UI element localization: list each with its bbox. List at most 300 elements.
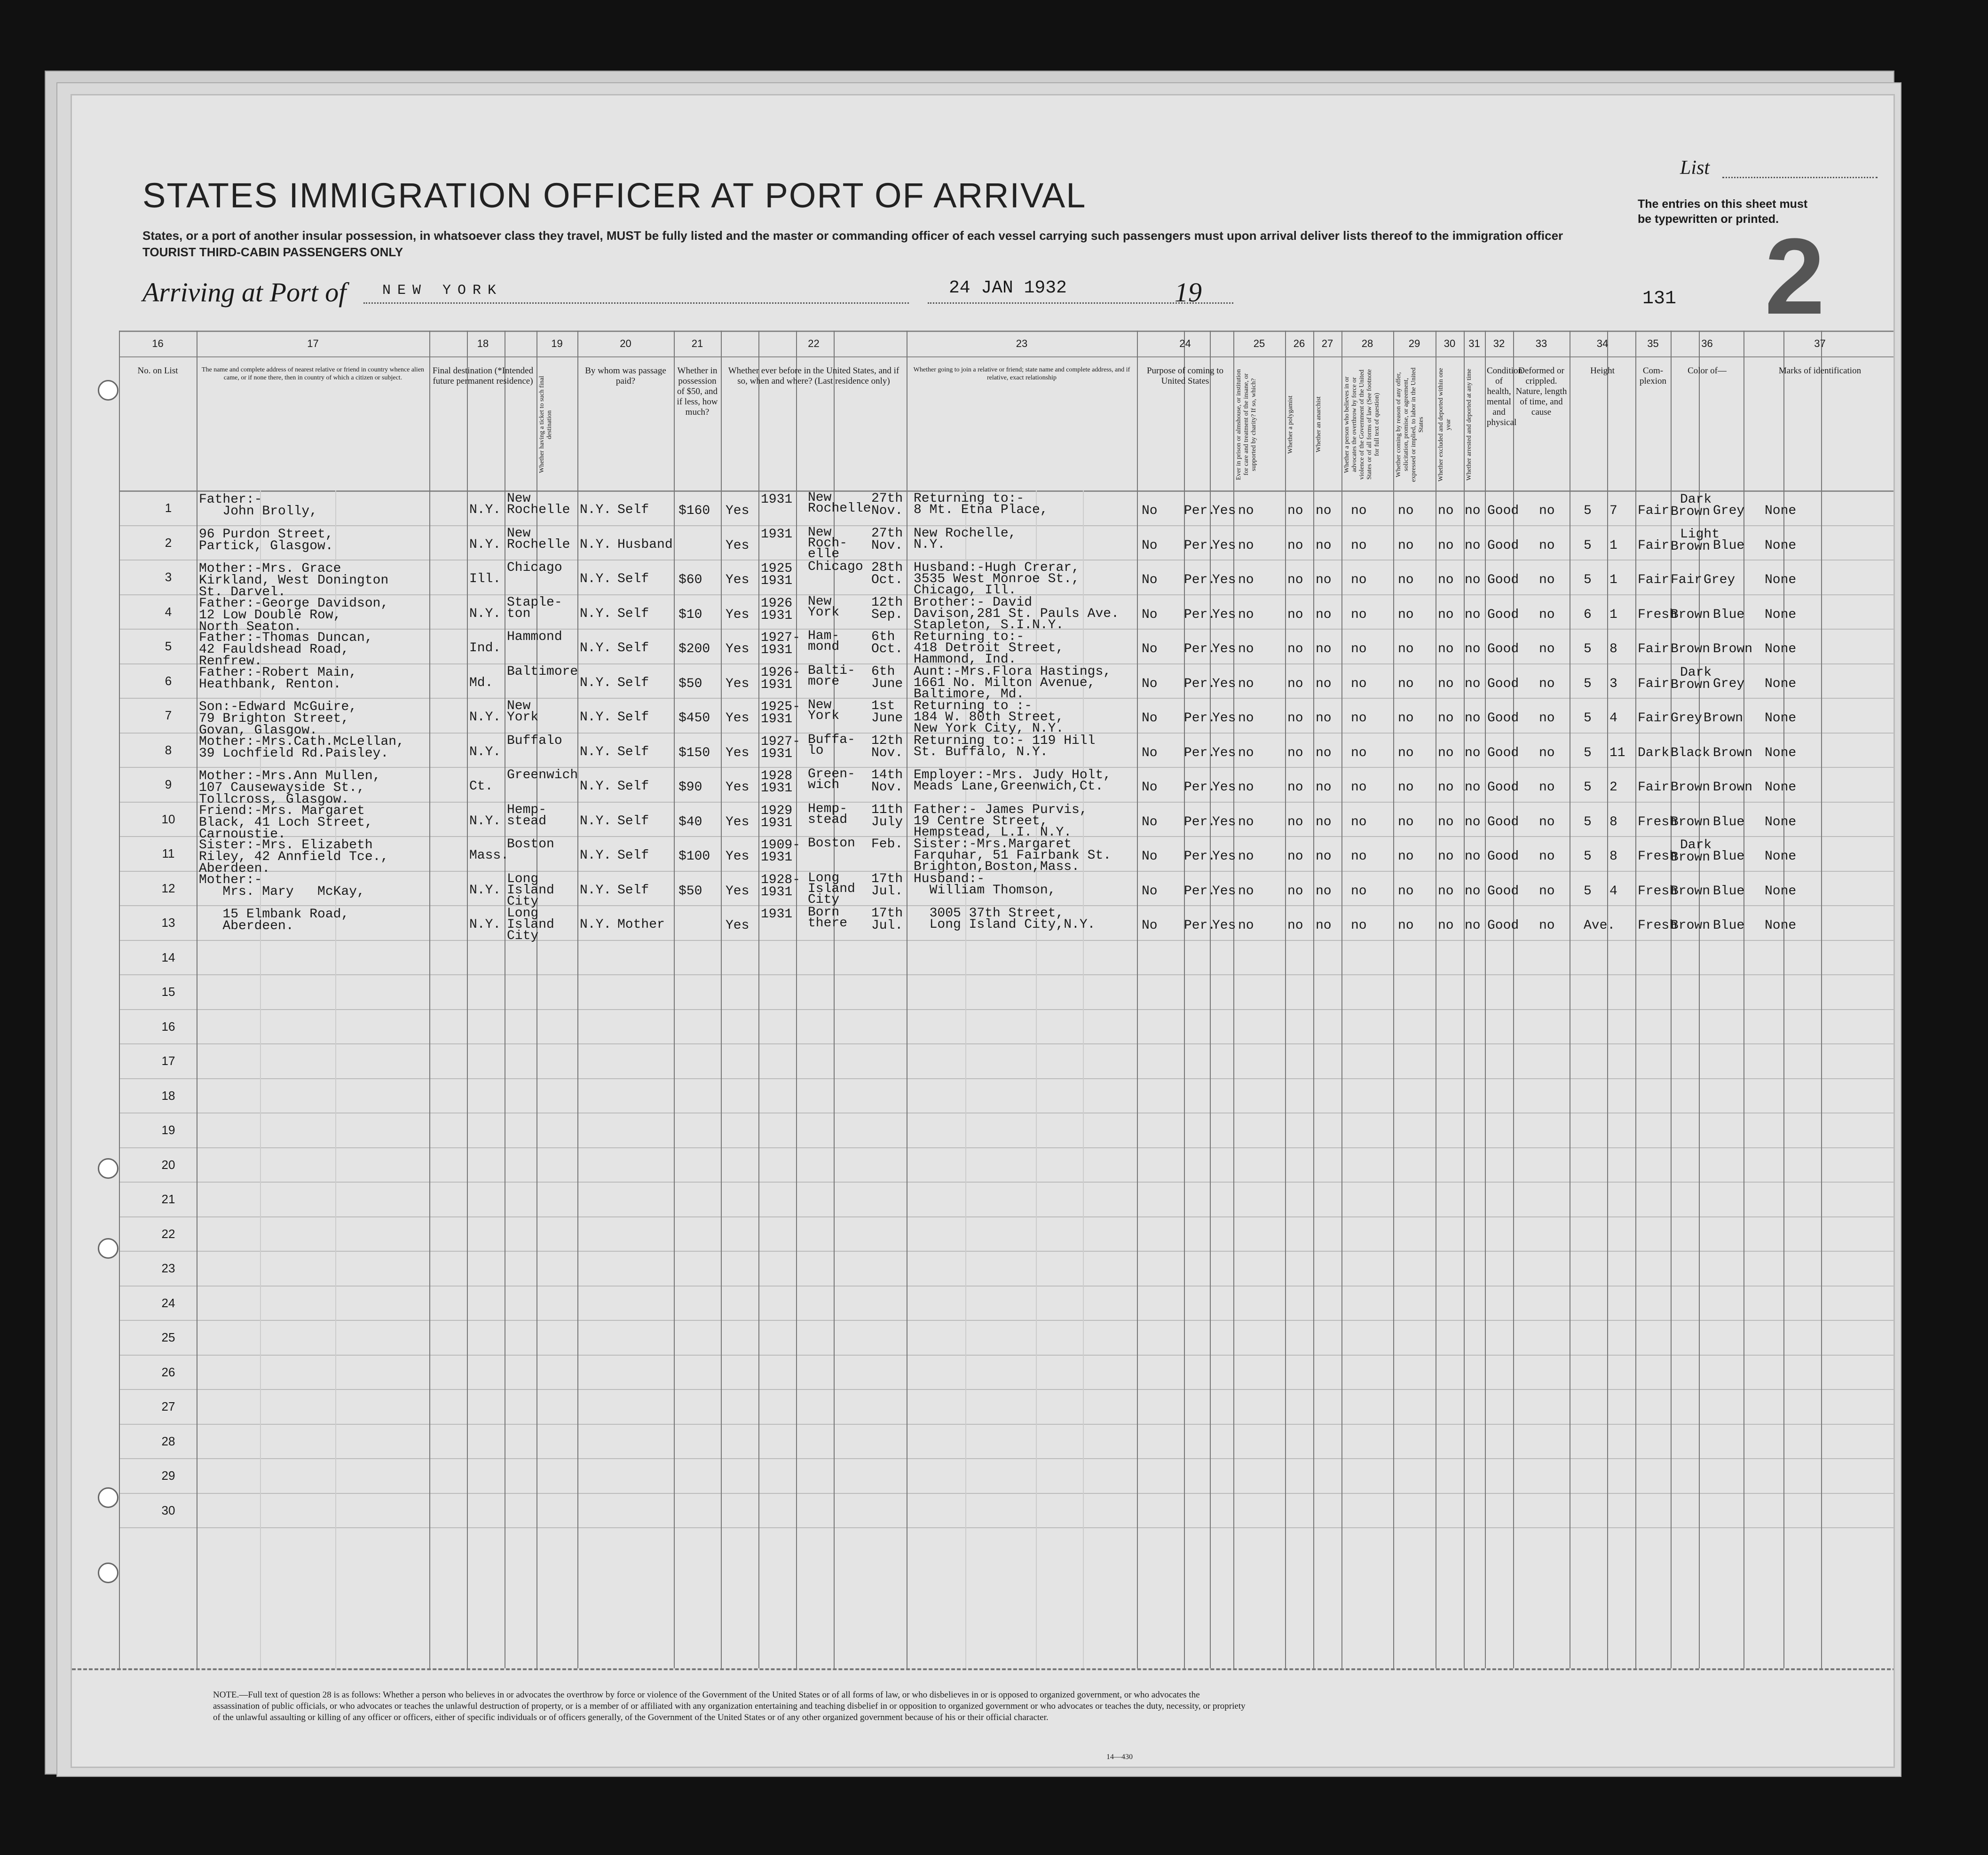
marks: None	[1765, 780, 1797, 795]
deported: no	[1465, 607, 1481, 622]
relative-address: Riley, 42 Annfield Tce.,	[199, 850, 389, 864]
hair: Brown	[1671, 677, 1711, 692]
height-inches: 4	[1609, 711, 1617, 726]
joining: Meads Lane,Greenwich,Ct.	[914, 779, 1104, 794]
been-before: Yes	[726, 814, 749, 829]
height-feet: 5	[1584, 780, 1592, 795]
column-rule	[1783, 331, 1784, 1668]
where: York	[808, 605, 840, 620]
eyes: Blue	[1713, 607, 1745, 622]
health: Good	[1487, 538, 1519, 553]
hair: Brown	[1671, 539, 1711, 554]
column-rule	[119, 331, 120, 1668]
money: $150	[678, 745, 710, 760]
row-number: 24	[161, 1295, 175, 1310]
row-rule	[119, 1182, 1895, 1183]
row-rule	[119, 1009, 1895, 1010]
row-number: 23	[161, 1261, 175, 1275]
joining: Husband:-Hugh Crerar,	[914, 560, 1080, 575]
punch-hole-3	[98, 1238, 118, 1259]
joining: Aunt:-Mrs.Flora Hastings,	[914, 664, 1112, 679]
where: Balti-	[808, 663, 855, 678]
hair: Brown	[1671, 780, 1711, 795]
state: Md.	[469, 675, 493, 690]
polygamist: no	[1287, 849, 1303, 864]
complexion: Fresh	[1638, 814, 1678, 829]
offer: no	[1398, 884, 1414, 899]
money: $60	[678, 573, 702, 587]
length: Per.	[1184, 504, 1216, 518]
anarchist: no	[1316, 814, 1332, 829]
deported: no	[1465, 849, 1481, 864]
relative-address: Mother:-Mrs. Grace	[199, 561, 341, 576]
offer: no	[1398, 538, 1414, 553]
where: more	[808, 674, 840, 689]
health: Good	[1487, 711, 1519, 726]
complexion: Fresh	[1638, 849, 1678, 864]
offer: no	[1398, 676, 1414, 691]
height-inches: 8	[1609, 849, 1617, 864]
departure: 12th	[871, 733, 903, 748]
row-number: 15	[161, 985, 175, 999]
where: Island	[808, 881, 855, 896]
anarchist: no	[1316, 745, 1332, 760]
years: 1928-	[761, 872, 801, 887]
joining: New Rochelle,	[914, 526, 1017, 541]
return: No	[1142, 918, 1158, 933]
return: No	[1142, 676, 1158, 691]
return: No	[1142, 884, 1158, 899]
departure: 28th	[871, 560, 903, 575]
punch-hole-5	[98, 1563, 118, 1583]
years: 1927-	[761, 631, 801, 645]
deported: no	[1465, 538, 1481, 553]
anarchist: no	[1316, 918, 1332, 933]
money: $90	[678, 780, 702, 795]
city: York	[507, 710, 539, 725]
return: No	[1142, 780, 1158, 795]
relative-address: John Brolly,	[199, 504, 318, 519]
hair: Brown	[1671, 607, 1711, 622]
joining: New York City, N.Y.	[914, 721, 1064, 736]
joining: Husband:-	[914, 871, 985, 886]
column-number: 37	[1814, 338, 1826, 349]
anarchist: no	[1316, 504, 1332, 518]
money: $100	[678, 849, 710, 864]
punch-hole-4	[98, 1487, 118, 1508]
height-feet: 5	[1584, 676, 1592, 691]
been-before: Yes	[726, 642, 749, 656]
deported: no	[1465, 780, 1481, 795]
column-header: Color of—	[1688, 366, 1727, 376]
city: ton	[507, 606, 531, 621]
height-feet: 5	[1584, 642, 1592, 656]
row-number: 21	[161, 1192, 175, 1206]
column-rule	[674, 331, 675, 1668]
row-rule	[119, 1251, 1895, 1252]
column-rule	[1671, 331, 1672, 1668]
excluded: no	[1438, 780, 1454, 795]
years: 1931	[761, 608, 793, 623]
polygamist: no	[1287, 504, 1303, 518]
paid-by: Self	[617, 848, 649, 863]
state: N.Y.	[469, 813, 501, 829]
height-feet: 5	[1584, 884, 1592, 899]
entries-note-line-1: The entries on this sheet must	[1638, 197, 1808, 211]
return: No	[1142, 538, 1158, 553]
deformed: no	[1539, 849, 1555, 864]
citizen: Yes	[1212, 607, 1236, 622]
years: 1925	[761, 561, 793, 576]
offer: no	[1398, 780, 1414, 795]
paid-by: Self	[617, 883, 649, 898]
column-header: Whether excluded and deported within one year	[1437, 368, 1452, 482]
departure: June	[871, 711, 903, 726]
column-header: Final destination (*Intended future permanent residence)	[432, 366, 534, 386]
column-rule	[796, 331, 797, 1668]
column-number: 36	[1701, 338, 1713, 349]
city: Greenwich	[507, 768, 578, 782]
question-28: no	[1351, 538, 1367, 553]
relative-address: Renfrew.	[199, 654, 262, 669]
joining: Returning to:-	[914, 491, 1025, 506]
years: 1926-	[761, 665, 801, 680]
departure: Oct.	[871, 573, 903, 587]
marks: None	[1765, 849, 1797, 864]
departure: Nov.	[871, 780, 903, 795]
deported: no	[1465, 711, 1481, 726]
excluded: no	[1438, 814, 1454, 829]
return: No	[1142, 607, 1158, 622]
ticket: N.Y.	[580, 883, 612, 898]
return: No	[1142, 849, 1158, 864]
state: N.Y.	[469, 537, 501, 552]
list-label: List	[1680, 157, 1710, 179]
manifest-sheet	[71, 94, 1895, 1768]
joining: William Thomson,	[914, 883, 1056, 898]
column-header: Whether a person who believes in or advocates the overthrow by force or violence of the Government of the United States or of all forms of law (See footnote for full text of question)	[1343, 369, 1381, 480]
relative-address: Black, 41 Loch Street,	[199, 815, 373, 830]
state: Mass.	[469, 848, 509, 863]
joining: N.Y.	[914, 537, 946, 552]
row-number: 19	[161, 1123, 175, 1137]
years: 1931	[761, 746, 793, 761]
where: mond	[808, 639, 840, 654]
joining: Farquhar, 51 Fairbank St.	[914, 848, 1112, 863]
joining: Returning to:-	[914, 630, 1025, 644]
citizen: Yes	[1212, 884, 1236, 899]
joining: Brother:- David	[914, 595, 1033, 610]
row-rule	[119, 940, 1895, 941]
eyes: Blue	[1713, 538, 1745, 553]
row-number: 1	[165, 501, 172, 515]
where: Boston	[808, 836, 855, 851]
relative-address: Mrs. Mary McKay,	[199, 884, 365, 899]
departure: 6th	[871, 630, 895, 644]
departure: 27th	[871, 491, 903, 506]
years: 1931	[761, 527, 793, 542]
hair: Dark	[1680, 665, 1712, 680]
state: N.Y.	[469, 744, 501, 759]
column-rule	[1313, 331, 1314, 1668]
deported: no	[1465, 676, 1481, 691]
marks: None	[1765, 745, 1797, 760]
deported: no	[1465, 918, 1481, 933]
prison: no	[1238, 849, 1254, 864]
ticket: N.Y.	[580, 744, 612, 759]
height-feet: 5	[1584, 814, 1592, 829]
prison: no	[1238, 884, 1254, 899]
been-before: Yes	[726, 607, 749, 622]
relative-address: 39 Lochfield Rd.Paisley.	[199, 746, 389, 761]
city: stead	[507, 813, 547, 829]
column-rule	[1341, 331, 1342, 1668]
departure: Feb.	[871, 837, 903, 852]
relative-address: Aberdeen.	[199, 861, 270, 876]
question-28: no	[1351, 504, 1367, 518]
anarchist: no	[1316, 884, 1332, 899]
hair: Grey	[1671, 711, 1703, 726]
column-rule	[1485, 331, 1486, 1668]
footnote: NOTE.—Full text of question 28 is as follows: Whether a person who believes in or advocates the overthrow by force or violence of the Government of the United States or of all forms of law, or who disbelieves in or is opposed to organized government, or who advocates the assassination of public officials, or who advocates or teaches the unlawful destruction of property, or is a member of or affiliated with any organization entertaining and teaching disbelief in or opposition to organized government or who advocates or teaches the duty, necessity, or propriety of the unlawful assaulting or killing of any officer or officers, either of specific individuals or of officers generally, of the Government of the United States or of any other organized government because of his or their official character.	[213, 1690, 1246, 1722]
paid-by: Self	[617, 779, 649, 794]
row-number: 16	[161, 1019, 175, 1034]
ticket: N.Y.	[580, 503, 612, 517]
where: Long	[808, 870, 840, 885]
column-header: Whether in possession of $50, and if less, how much?	[677, 366, 718, 417]
prison: no	[1238, 676, 1254, 691]
hair: Brown	[1671, 918, 1711, 933]
been-before: Yes	[726, 711, 749, 726]
paid-by: Self	[617, 503, 649, 517]
joining: Chicago, Ill.	[914, 583, 1017, 598]
question-28: no	[1351, 814, 1367, 829]
hair: Brown	[1671, 850, 1711, 865]
state: Ind.	[469, 641, 501, 655]
health: Good	[1487, 573, 1519, 587]
column-rule	[1743, 331, 1744, 1668]
complexion: Fair	[1638, 642, 1670, 656]
column-number: 21	[691, 338, 703, 349]
joining: 3535 West Monroe St.,	[914, 572, 1080, 586]
departure: Jul.	[871, 884, 903, 899]
column-rule	[1233, 331, 1234, 1668]
polygamist: no	[1287, 676, 1303, 691]
offer: no	[1398, 504, 1414, 518]
column-rule	[1635, 331, 1636, 1668]
been-before: Yes	[726, 676, 749, 691]
column-header: Whether a polygamist	[1287, 395, 1294, 454]
city: Rochelle	[507, 503, 570, 517]
polygamist: no	[1287, 538, 1303, 553]
where: there	[808, 916, 848, 931]
departure: Nov.	[871, 504, 903, 518]
money: $450	[678, 711, 710, 726]
joining: 418 Detroit Street,	[914, 641, 1064, 655]
column-rule	[721, 331, 722, 1668]
row-rule	[119, 1286, 1895, 1287]
health: Good	[1487, 849, 1519, 864]
column-number: 24	[1179, 338, 1191, 349]
row-number: 5	[165, 639, 172, 653]
eyes: Grey	[1704, 573, 1736, 587]
row-number: 25	[161, 1330, 175, 1344]
departure: Sep.	[871, 607, 903, 622]
where: City	[808, 892, 840, 907]
row-rule	[119, 1389, 1895, 1390]
column-number: 33	[1535, 338, 1547, 349]
eyes: Blue	[1713, 884, 1745, 899]
row-rule	[119, 1493, 1895, 1494]
prison: no	[1238, 642, 1254, 656]
deformed: no	[1539, 745, 1555, 760]
height-inches: 1	[1609, 607, 1617, 622]
marks: None	[1765, 607, 1797, 622]
citizen: Yes	[1212, 780, 1236, 795]
city: New	[507, 699, 531, 713]
years: 1909-	[761, 838, 801, 853]
column-rule	[1607, 331, 1608, 1668]
column-number: 25	[1253, 338, 1265, 349]
excluded: no	[1438, 849, 1454, 864]
state: Ct.	[469, 779, 493, 794]
polygamist: no	[1287, 711, 1303, 726]
height-inches: 2	[1609, 780, 1617, 795]
column-number: 35	[1647, 338, 1659, 349]
column-rule	[1184, 331, 1185, 1668]
question-28: no	[1351, 676, 1367, 691]
column-number: 22	[808, 338, 820, 349]
complexion: Fair	[1638, 711, 1670, 726]
departure: 11th	[871, 802, 903, 817]
departure: 12th	[871, 595, 903, 610]
marks: None	[1765, 711, 1797, 726]
rule-top	[119, 331, 1895, 332]
citizen: Yes	[1212, 711, 1236, 726]
row-rule	[119, 1216, 1895, 1217]
excluded: no	[1438, 607, 1454, 622]
state: N.Y.	[469, 917, 501, 932]
relative-address: 79 Brighton Street,	[199, 711, 349, 726]
row-rule	[119, 1147, 1895, 1148]
where: elle	[808, 546, 840, 561]
health: Good	[1487, 607, 1519, 622]
money: $50	[678, 884, 702, 899]
row-number: 4	[165, 604, 172, 619]
sheet-big-number: 2	[1765, 216, 1825, 337]
joining: Baltimore, Md.	[914, 687, 1025, 702]
departure: June	[871, 676, 903, 691]
row-number: 17	[161, 1054, 175, 1068]
prison: no	[1238, 573, 1254, 587]
deported: no	[1465, 745, 1481, 760]
eyes: Brown	[1713, 642, 1753, 656]
complexion: Fair	[1638, 504, 1670, 518]
years: 1931	[761, 643, 793, 657]
row-number: 20	[161, 1157, 175, 1172]
joining: 19 Centre Street,	[914, 813, 1048, 829]
joining: Long Island City,N.Y.	[914, 917, 1096, 932]
where: Buffa-	[808, 732, 855, 747]
row-number: 14	[161, 950, 175, 964]
been-before: Yes	[726, 538, 749, 553]
polygamist: no	[1287, 642, 1303, 656]
complexion: Fair	[1638, 676, 1670, 691]
port-name: NEW YORK	[382, 283, 503, 299]
citizen: Yes	[1212, 849, 1236, 864]
relative-address: Father:-Robert Main,	[199, 665, 357, 680]
years: 1926	[761, 596, 793, 611]
hair: Fair	[1671, 573, 1703, 587]
column-number: 32	[1493, 338, 1505, 349]
years: 1931	[761, 677, 793, 692]
column-header: Whether going to join a relative or friend; state name and complete address, and if relative, exact relationship	[913, 366, 1130, 381]
where: New	[808, 525, 832, 540]
prison: no	[1238, 918, 1254, 933]
relative-address: Mother:-Mrs.Ann Mullen,	[199, 769, 381, 783]
state: Ill.	[469, 572, 501, 586]
prison: no	[1238, 607, 1254, 622]
state: N.Y.	[469, 883, 501, 898]
column-header: Com-plexion	[1640, 366, 1666, 386]
relative-address: Aberdeen.	[199, 919, 294, 933]
entries-note-line-2: be typewritten or printed.	[1638, 213, 1779, 226]
state: N.Y.	[469, 606, 501, 621]
column-rule	[1285, 331, 1286, 1668]
length: Per.	[1184, 745, 1216, 760]
relative-address: North Seaton.	[199, 619, 302, 634]
city: Long	[507, 906, 539, 921]
deported: no	[1465, 884, 1481, 899]
year-prefix: 19	[1175, 277, 1202, 308]
years: 1931	[761, 850, 793, 865]
relative-address: Govan, Glasgow.	[199, 723, 318, 738]
length: Per.	[1184, 711, 1216, 726]
column-header: Whether an anarchist	[1315, 396, 1322, 453]
column-number: 29	[1408, 338, 1420, 349]
relative-address: Partick, Glasgow.	[199, 538, 333, 553]
question-28: no	[1351, 849, 1367, 864]
city: Long	[507, 871, 539, 886]
row-number: 2	[165, 535, 172, 550]
length: Per.	[1184, 780, 1216, 795]
deformed: no	[1539, 538, 1555, 553]
joining: Brighton,Boston,Mass.	[914, 860, 1080, 874]
question-28: no	[1351, 884, 1367, 899]
paid-by: Self	[617, 675, 649, 690]
citizen: Yes	[1212, 918, 1236, 933]
relative-address: 107 Causewayside St.,	[199, 781, 365, 795]
joining: Hammond, Ind.	[914, 652, 1017, 667]
departure: 6th	[871, 664, 895, 679]
ticket: N.Y.	[580, 537, 612, 552]
paid-by: Self	[617, 813, 649, 829]
column-rule	[1513, 331, 1514, 1668]
eyes: Brown	[1704, 711, 1743, 726]
ticket: N.Y.	[580, 848, 612, 863]
citizen: Yes	[1212, 676, 1236, 691]
length: Per.	[1184, 849, 1216, 864]
row-rule	[119, 1458, 1895, 1459]
column-rule	[1393, 331, 1394, 1668]
column-header: Marks of identification	[1778, 366, 1862, 376]
question-28: no	[1351, 711, 1367, 726]
anarchist: no	[1316, 676, 1332, 691]
years: 1931	[761, 907, 793, 922]
deformed: no	[1539, 676, 1555, 691]
column-rule	[536, 331, 537, 1668]
column-header: Deformed or crippled. Nature, length of time, and cause	[1515, 366, 1567, 417]
